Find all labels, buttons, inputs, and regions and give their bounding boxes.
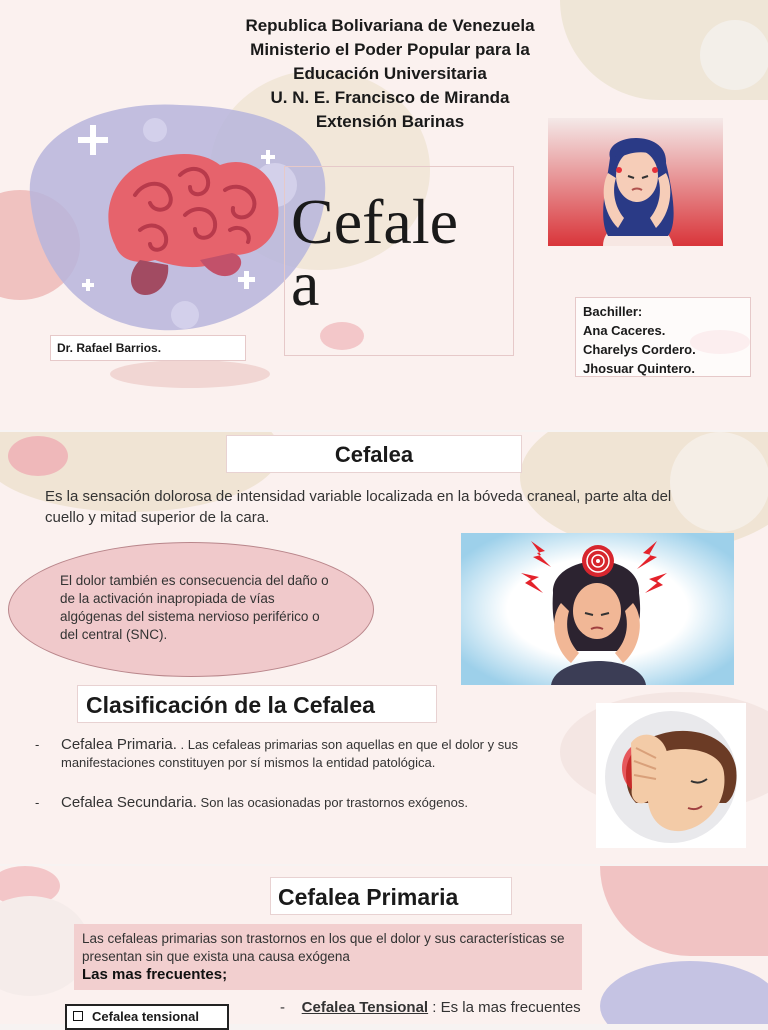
- decor-blob: [8, 436, 68, 476]
- most-common-label: Las mas frecuentes;: [82, 966, 228, 983]
- title-line: Cefale: [291, 186, 458, 257]
- headache-target-icon: [582, 545, 614, 577]
- primary-definition-text: Las cefaleas primarias son trastornos en los que el dolor y sus características se presentan sin que exista una causa exógena: [82, 931, 565, 964]
- term: Cefalea Secundaria.: [61, 794, 197, 811]
- institution-line: Extensión Barinas: [315, 112, 465, 131]
- decor-blob: [110, 360, 270, 388]
- woman-headache-illustration: [548, 118, 723, 246]
- primary-definition-box: [74, 924, 582, 990]
- section-heading: Clasificación de la Cefalea: [77, 685, 437, 723]
- bullet-dash: -: [280, 999, 285, 1016]
- student-name: Ana Caceres.: [583, 323, 666, 338]
- headache-lightning-illustration: [461, 533, 734, 685]
- tension-description: : Es la mas frecuentes: [428, 999, 581, 1016]
- institution-line: Republica Bolivariana de Venezuela: [245, 16, 535, 35]
- institution-line: Ministerio el Poder Popular para la: [250, 40, 530, 59]
- cover-title: [284, 166, 514, 356]
- note-text: El dolor también es consecuencia del daño o de la activación inapropiada de vías algógenas del sistema nervioso periférico o del central (SNC).: [60, 573, 329, 642]
- title-line: a: [291, 248, 320, 319]
- institution-line: U. N. E. Francisco de Miranda: [270, 88, 510, 107]
- tension-checkbox-label: [65, 1004, 229, 1030]
- decor-blob: [700, 20, 768, 90]
- bullet-dash: -: [35, 795, 40, 810]
- institution-line: Educación Universitaria: [293, 64, 487, 83]
- bullet-dash: -: [35, 737, 40, 752]
- student-name: Jhosuar Quintero.: [583, 361, 695, 376]
- definition-text: Es la sensación dolorosa de intensidad variable localizada en la bóveda craneal, parte alta del cuello y mitad superior de la cara.: [45, 488, 672, 526]
- section-heading: Cefalea: [226, 435, 522, 473]
- decor-blob: [600, 866, 768, 956]
- term-description: Son las ocasionadas por trastornos exógenos.: [196, 795, 468, 810]
- student-name: Charelys Cordero.: [583, 342, 696, 357]
- section-heading: Cefalea Primaria: [270, 877, 512, 915]
- tension-item: [280, 998, 750, 1018]
- term-description: . Las cefaleas primarias son aquellas en que el dolor y sus manifestaciones constituyen por sí mismos la entidad patológica.: [61, 737, 518, 770]
- checkbox-icon: [73, 1011, 83, 1021]
- tension-term: Cefalea Tensional: [301, 999, 429, 1016]
- man-headache-illustration: [596, 703, 746, 848]
- doctor-name: Dr. Rafael Barrios.: [50, 335, 246, 361]
- term: Cefalea Primaria.: [61, 736, 177, 753]
- bachiller-label: Bachiller:: [583, 304, 643, 319]
- note-ellipse: [8, 542, 374, 677]
- checkbox-label-text: Cefalea tensional: [92, 1009, 199, 1024]
- students-box: [575, 297, 751, 377]
- cover-slide: [0, 0, 768, 430]
